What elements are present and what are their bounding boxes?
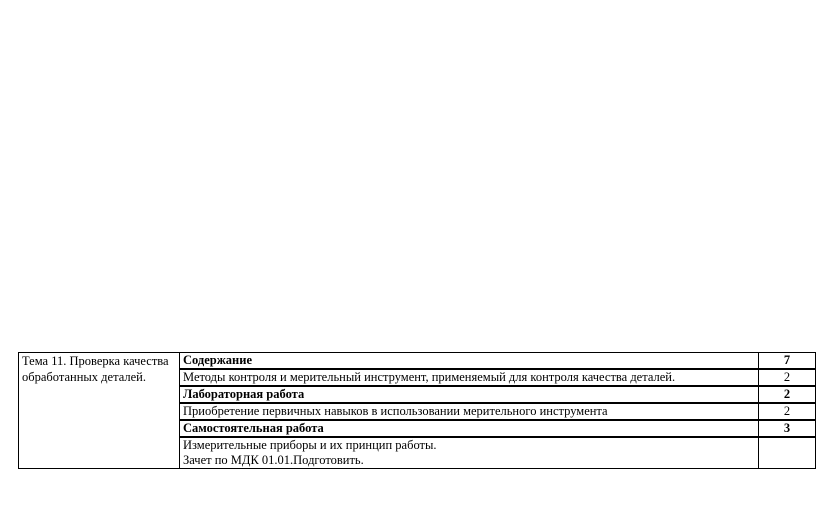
content-line: Зачет по МДК 01.01.Подготовить. [183, 453, 364, 467]
section-heading-content: Содержание [180, 353, 759, 370]
hours-cell: 2 [759, 369, 816, 386]
topic-cell: Тема 11. Проверка качества обработанных деталей. [19, 353, 180, 469]
content-cell: Приобретение первичных навыков в использовании мерительного инструмента [180, 403, 759, 420]
section-heading-self-study: Самостоятельная работа [180, 420, 759, 437]
hours-cell: 7 [759, 353, 816, 370]
hours-cell: 3 [759, 420, 816, 437]
hours-cell [759, 437, 816, 469]
content-cell [180, 437, 759, 469]
section-heading-lab: Лабораторная работа [180, 386, 759, 403]
table-row [19, 353, 816, 370]
curriculum-table [18, 352, 816, 469]
content-cell: Методы контроля и мерительный инструмент, применяемый для контроля качества деталей. [180, 369, 759, 386]
hours-cell: 2 [759, 386, 816, 403]
content-line: Измерительные приборы и их принцип работы. [183, 438, 437, 452]
hours-cell: 2 [759, 403, 816, 420]
